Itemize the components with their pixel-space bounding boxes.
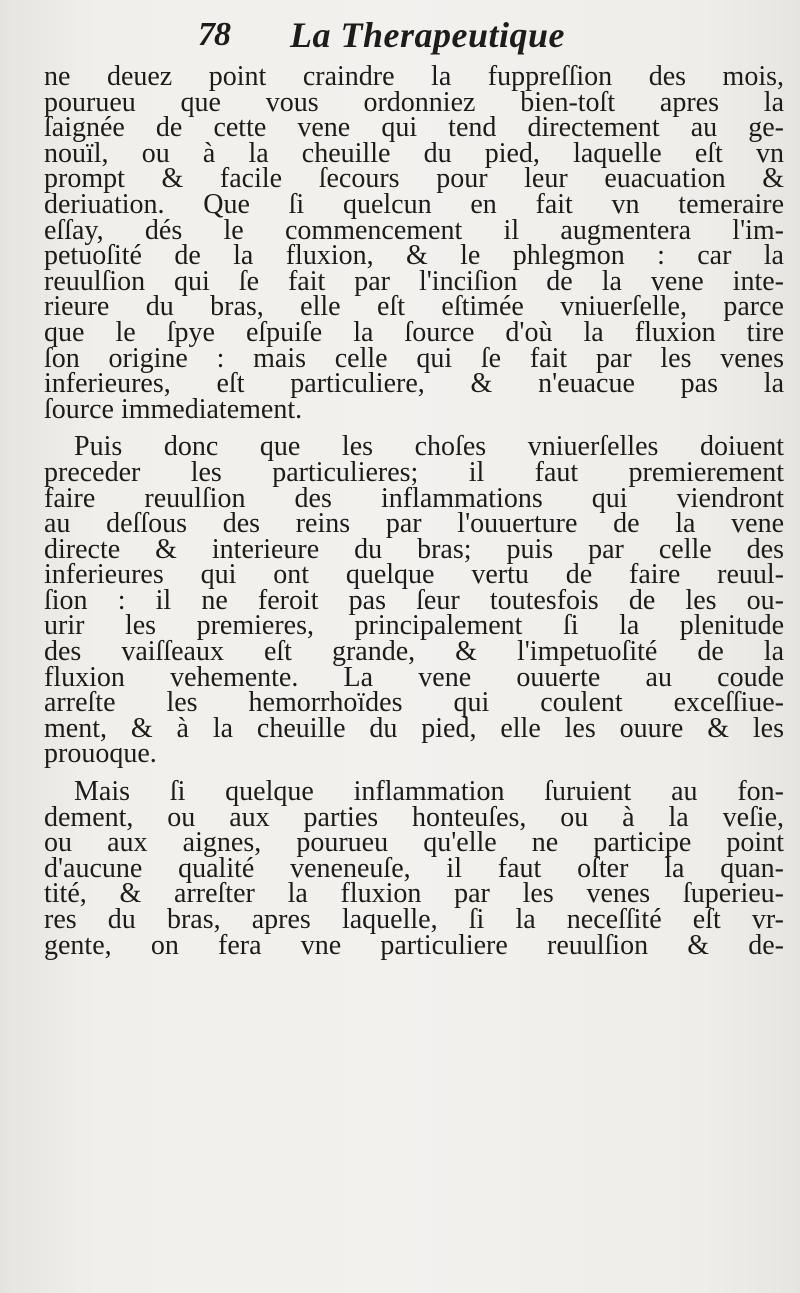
text-line: des vaiſſeaux eſt grande, & l'impetuoſité de la xyxy=(44,636,784,668)
page-header xyxy=(180,14,780,66)
text-line: directe & interieure du bras; puis par celle des xyxy=(44,533,784,565)
text-line: dement, ou aux parties honteuſes, ou à la veſie, xyxy=(44,801,784,833)
text-line: prompt & facile ſecours pour leur euacuation & xyxy=(44,163,784,195)
text-line: tité, & arreſter la fluxion par les venes ſuperieu- xyxy=(44,878,784,910)
text-line: faire reuulſion des inflammations qui viendront xyxy=(44,482,784,514)
text-line: prouoque. xyxy=(44,738,157,770)
text-line: arreſte les hemorrhoïdes qui coulent exceſſiue- xyxy=(44,687,784,719)
running-title: La Therapeutique xyxy=(290,15,565,55)
text-line: ne deuez point craindre la fuppreſſion des mois, xyxy=(44,61,784,92)
text-line: deriuation. Que ſi quelcun en fait vn temeraire xyxy=(44,188,784,220)
text-line: res du bras, apres laquelle, ſi la neceſſité eſt vr- xyxy=(44,904,784,935)
text-line: reuulſion qui ſe fait par l'inciſion de la vene inte- xyxy=(44,265,784,297)
text-line: eſſay, dés le commencement il augmentera l'im- xyxy=(44,214,784,246)
text-line: au deſſous des reins par l'ouuerture de la vene xyxy=(44,508,784,540)
text-line: ment, & à la cheuille du pied, elle les ouure & les xyxy=(44,712,784,744)
text-line: petuoſité de la fluxion, & le phlegmon : car la xyxy=(44,240,784,272)
text-line: Mais ſi quelque inflammation ſuruient au fon- xyxy=(74,776,784,808)
paragraph-2 xyxy=(44,431,784,770)
text-line: ou aux aignes, pourueu qu'elle ne participe point xyxy=(44,827,784,859)
text-line: inferieures qui ont quelque vertu de faire reuul- xyxy=(44,559,784,591)
text-line: ſon origine : mais celle qui ſe fait par les venes xyxy=(44,342,784,374)
text-line: nouïl, ou à la cheuille du pied, laquelle eſt vn xyxy=(44,137,784,169)
text-line: que le ſpye eſpuiſe la ſource d'où la fluxion tire xyxy=(44,316,784,348)
text-line: ſion : il ne feroit pas ſeur toutesfois de les ou- xyxy=(44,584,784,616)
text-line: urir les premieres, principalement ſi la plenitude xyxy=(44,610,784,642)
text-line: inferieures, eſt particuliere, & n'euacue pas la xyxy=(44,368,784,400)
body-text xyxy=(44,61,784,961)
paragraph-1 xyxy=(44,61,784,425)
page-number: 78 xyxy=(198,16,230,53)
text-line: Puis donc que les choſes vniuerſelles doiuent xyxy=(74,431,784,463)
paragraph-3 xyxy=(44,776,784,961)
text-line: pourueu que vous ordonniez bien-toſt apres la xyxy=(44,86,784,118)
text-line: rieure du bras, elle eſt eſtimée vniuerſelle, parce xyxy=(44,291,784,323)
text-line: fluxion vehemente. La vene ouuerte au coude xyxy=(44,661,784,693)
text-line: preceder les particulieres; il faut premierement xyxy=(44,456,784,488)
text-line: ſource immediatement. xyxy=(44,393,303,425)
text-line: d'aucune qualité veneneuſe, il faut oſter la quan- xyxy=(44,852,784,884)
text-line: gente, on fera vne particuliere reuulſion & de- xyxy=(44,929,784,961)
text-line: ſaignée de cette vene qui tend directement au ge- xyxy=(44,112,784,144)
